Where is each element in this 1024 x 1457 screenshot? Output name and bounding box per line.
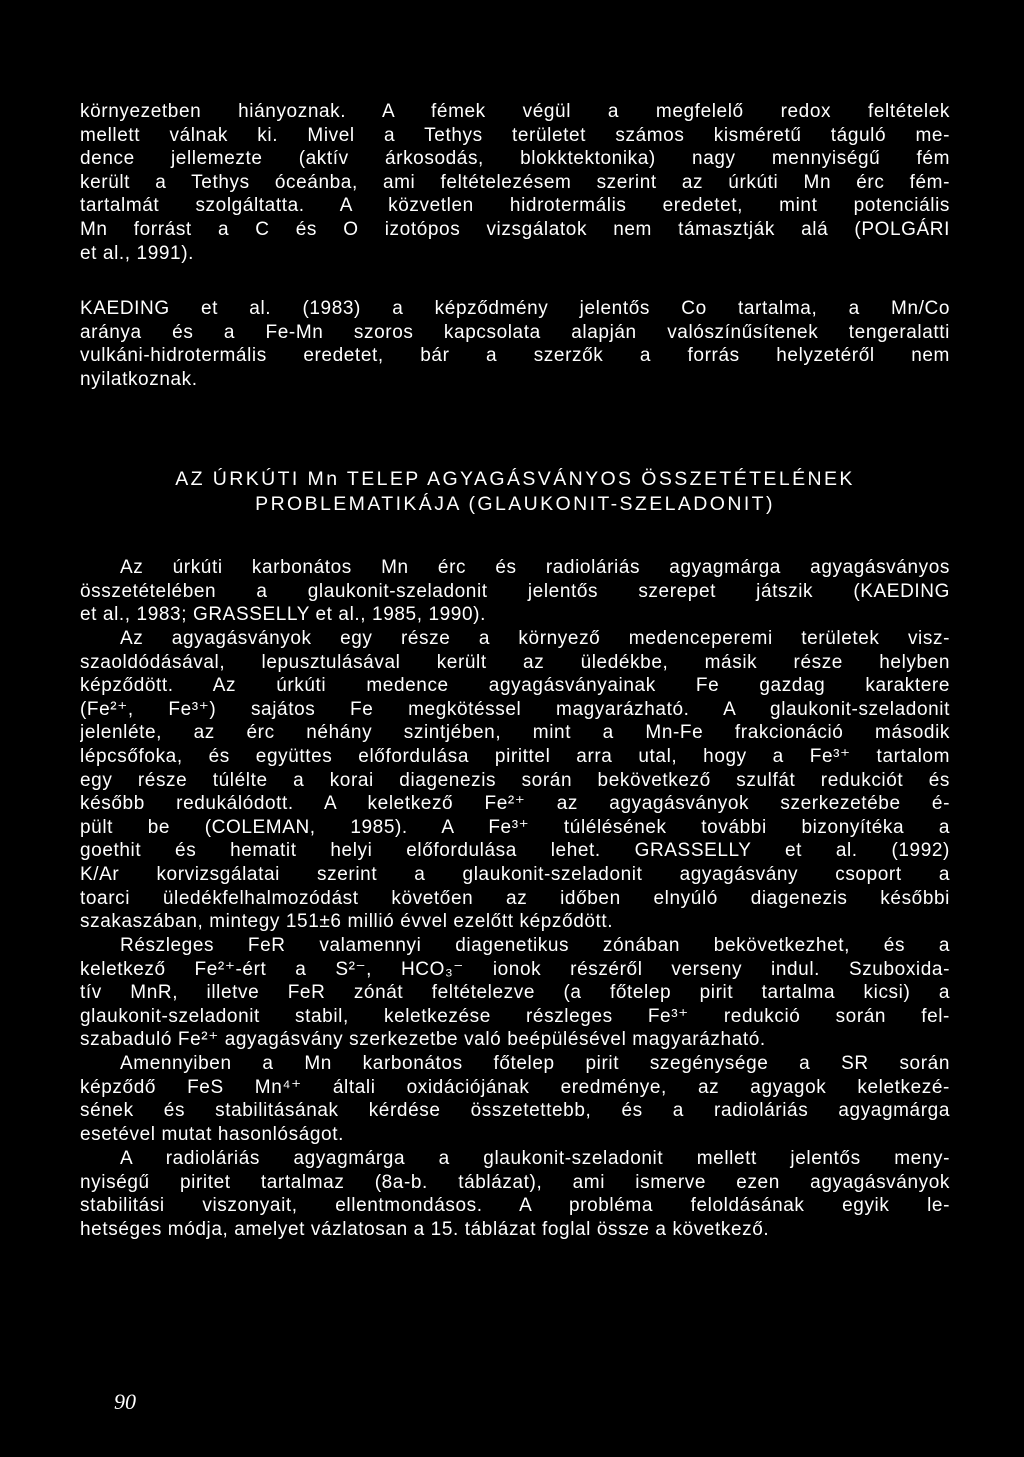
text-line: et al., 1991). — [80, 242, 195, 264]
text-line: Az agyagásványok egy része a környező medenceperemi területek visz- — [120, 628, 950, 649]
text-line: képződő FeS Mn⁴⁺ általi oxidációjának eredménye, az agyagok keletkezé- — [80, 1076, 950, 1098]
section-heading — [80, 467, 950, 517]
heading-line: PROBLEMATIKÁJA (GLAUKONIT-SZELADONIT) — [255, 493, 775, 515]
text-line: nyilatkoznak. — [80, 368, 198, 390]
text-line: pült be (COLEMAN, 1985). A Fe³⁺ túlélésének további bizonyítéka a — [80, 816, 950, 838]
paragraph-1 — [80, 100, 950, 265]
text-line: sének és stabilitásának kérdése összetettebb, és a radioláriás agyagmárga — [80, 1100, 950, 1122]
text-line: hetséges módja, amelyet vázlatosan a 15. táblázat foglal össze a következő. — [80, 1218, 770, 1240]
text-line: később redukálódott. A keletkező Fe²⁺ az agyagásványok szerkezetébe é- — [80, 793, 950, 815]
text-line: et al., 1983; GRASSELLY et al., 1985, 1990). — [80, 604, 486, 626]
text-line: Amennyiben a Mn karbonátos főtelep pirit szegénysége a SR során — [120, 1053, 950, 1074]
text-line: aránya és a Fe-Mn szoros kapcsolata alapján valószínűsítenek tengeralatti — [80, 321, 950, 343]
text-line: szabaduló Fe²⁺ agyagásvány szerkezetbe való beépülésével magyarázható. — [80, 1029, 766, 1051]
text-line: goethit és hematit helyi előfordulása lehet. GRASSELLY et al. (1992) — [80, 840, 950, 862]
text-line: tív MnR, illetve FeR zónát feltételezve (a főtelep pirit tartalma kicsi) a — [80, 982, 950, 1004]
text-line: toarci üledékfelhalmozódást követően az időben elnyúló diagenezis későbbi — [80, 887, 950, 909]
text-line: szaoldódásával, lepusztulásával került az üledékbe, másik része helyben — [80, 651, 950, 673]
text-line: jelenléte, az érc néhány szintjében, mint a Mn-Fe frakcionáció második — [80, 722, 950, 744]
text-line: került a Tethys óceánba, ami feltételezésem szerint az úrkúti Mn érc fém- — [80, 171, 950, 193]
text-line: lépcsőfoka, és együttes előfordulása pirittel arra utal, hogy a Fe³⁺ tartalom — [80, 745, 950, 767]
text-line: dence jellemezte (aktív árkosodás, blokktektonika) nagy mennyiségű fém — [80, 148, 950, 170]
paragraph-7 — [80, 1147, 950, 1241]
paragraph-2 — [80, 297, 950, 391]
paragraph-5 — [80, 934, 950, 1052]
paragraph-3 — [80, 556, 950, 627]
text-line: Mn forrást a C és O izotópos vizsgálatok nem támasztják alá (POLGÁRI — [80, 218, 950, 240]
text-line: keletkező Fe²⁺-ért a S²⁻, HCO₃⁻ ionok részéről verseny indul. Szuboxida- — [80, 958, 950, 980]
text-line: stabilitási viszonyait, ellentmondásos. A probléma feloldásának egyik le- — [80, 1195, 950, 1217]
text-line: Részleges FeR valamennyi diagenetikus zónában bekövetkezhet, és a — [120, 935, 950, 956]
text-line: szakaszában, mintegy 151±6 millió évvel ezelőtt képződött. — [80, 911, 614, 933]
text-line: képződött. Az úrkúti medence agyagásványainak Fe gazdag karaktere — [80, 675, 950, 697]
text-line: (Fe²⁺, Fe³⁺) sajátos Fe megkötéssel magyarázható. A glaukonit-szeladonit — [80, 698, 950, 720]
text-line: K/Ar korvizsgálatai szerint a glaukonit-szeladonit agyagásvány csoport a — [80, 863, 950, 885]
text-line: vulkáni-hidrotermális eredetet, bár a szerzők a forrás helyzetéről nem — [80, 345, 950, 367]
paragraph-4 — [80, 627, 950, 934]
text-line: KAEDING et al. (1983) a képződmény jelentős Co tartalma, a Mn/Co — [80, 298, 950, 319]
text-line: Az úrkúti karbonátos Mn érc és radioláriás agyagmárga agyagásványos — [120, 557, 950, 578]
heading-line: AZ ÚRKÚTI Mn TELEP AGYAGÁSVÁNYOS ÖSSZETÉTELÉNEK — [175, 468, 855, 490]
paragraph-6 — [80, 1052, 950, 1146]
text-line: mellett válnak ki. Mivel a Tethys területet számos kisméretű táguló me- — [80, 124, 950, 146]
text-line: környezetben hiányoznak. A fémek végül a megfelelő redox feltételek — [80, 101, 950, 122]
page-number: 90 — [114, 1389, 136, 1414]
text-line: tartalmát szolgáltatta. A közvetlen hidrotermális eredetet, mint potenciális — [80, 195, 950, 217]
text-line: összetételében a glaukonit-szeladonit jelentős szerepet játszik (KAEDING — [80, 580, 950, 602]
text-line: nyiségű piritet tartalmaz (8a-b. táblázat), ami ismerve ezen agyagásványok — [80, 1171, 950, 1193]
text-line: glaukonit-szeladonit stabil, keletkezése részleges Fe³⁺ redukció során fel- — [80, 1005, 950, 1027]
text-line: esetével mutat hasonlóságot. — [80, 1123, 344, 1145]
text-line: A radioláriás agyagmárga a glaukonit-szeladonit mellett jelentős meny- — [120, 1148, 950, 1169]
text-line: egy része túlélte a korai diagenezis során bekövetkező szulfát redukciót és — [80, 769, 950, 791]
